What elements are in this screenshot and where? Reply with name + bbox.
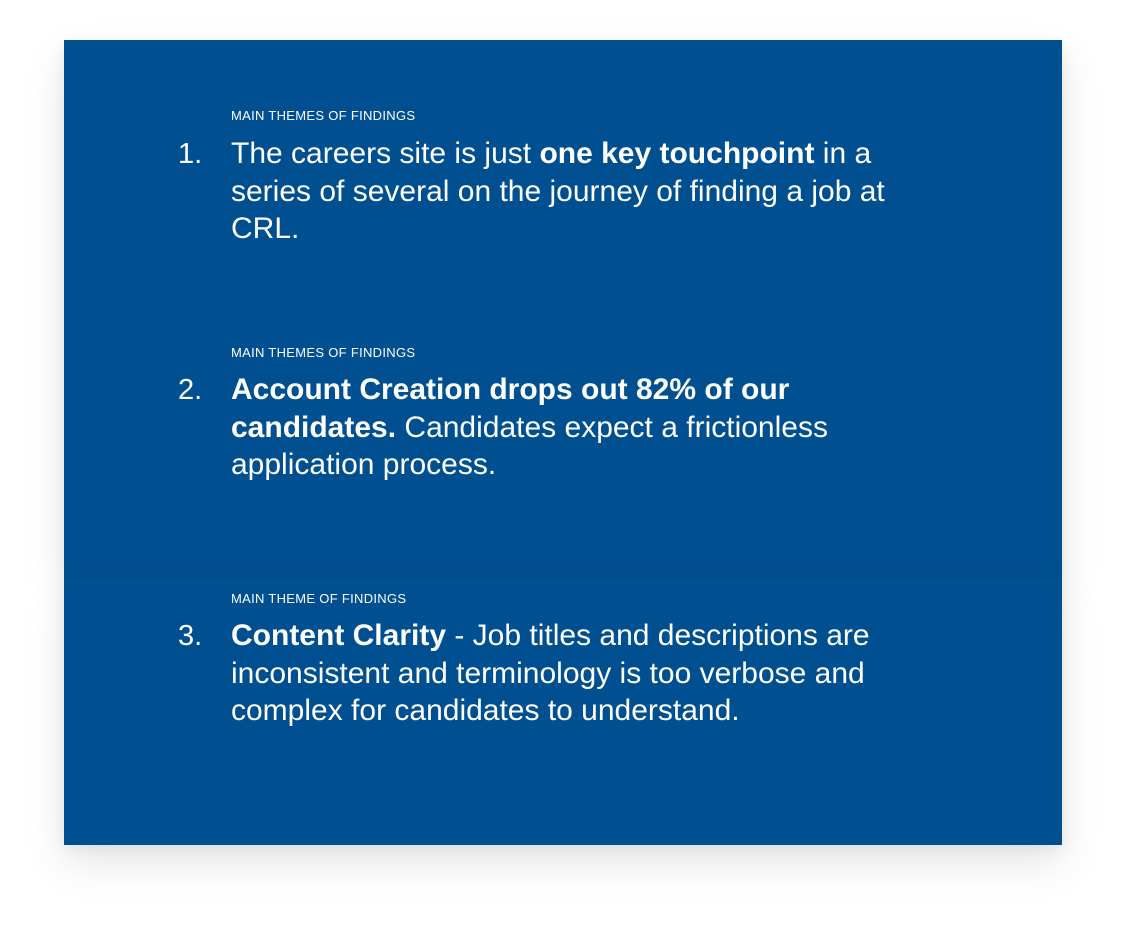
finding-number: 1.: [178, 138, 203, 170]
finding-text: [231, 371, 911, 484]
finding-highlight: Account Creation drops out 82% of our candidates.: [231, 373, 790, 444]
finding-eyebrow: MAIN THEMES OF FINDINGS: [231, 345, 416, 360]
finding-number: 2.: [178, 374, 203, 406]
finding-text: [231, 135, 891, 248]
finding-eyebrow: MAIN THEME OF FINDINGS: [231, 591, 407, 606]
finding-number: 3.: [178, 620, 203, 652]
finding-text-part: - Job titles and descriptions are inconsistent and terminology is too verbose and complex for candidates to understand.: [231, 619, 870, 727]
finding-text-part: in a series of several on the journey of finding a job at CRL.: [231, 137, 885, 245]
finding-eyebrow: MAIN THEMES OF FINDINGS: [231, 108, 416, 123]
finding-highlight: one key touchpoint: [539, 137, 815, 170]
findings-card-bottom: [64, 578, 1062, 845]
finding-highlight: Content Clarity: [231, 619, 447, 652]
finding-text-part: Candidates expect a frictionless application process.: [231, 410, 828, 481]
finding-text-part: The careers site is just: [231, 137, 540, 170]
finding-text: [231, 617, 951, 730]
findings-card-top: [64, 40, 1062, 578]
